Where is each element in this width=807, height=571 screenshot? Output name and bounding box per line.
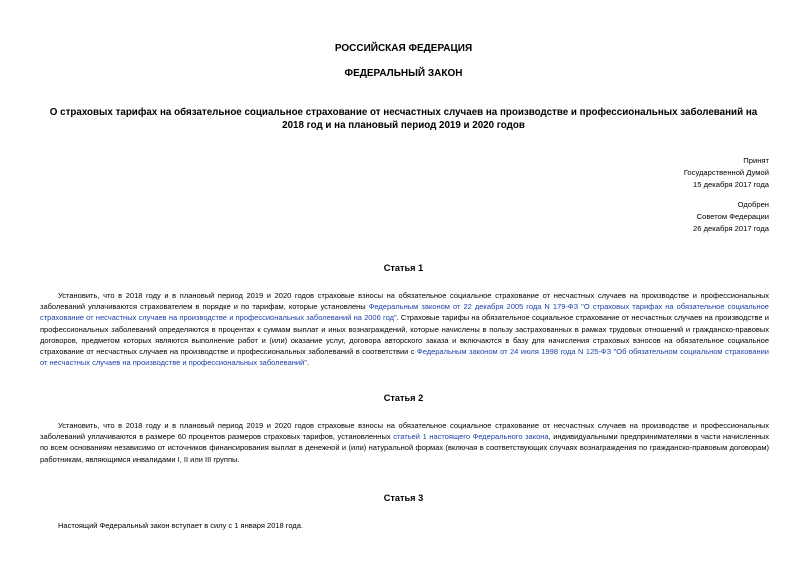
law-title: О страховых тарифах на обязательное социальное страхование от несчастных случаев на производстве и профессиональных заболеваний на 2018 год и на плановый период 2019 и 2020 годов — [49, 107, 758, 131]
article-3-text: Настоящий Федеральный закон вступает в силу с 1 января 2018 года. — [58, 521, 303, 530]
article-2-text-part1: Установить, что в 2018 году и в плановый период 2019 и 2020 годов страховые взносы на обязательное социальное страхование от несчастных случаев на производстве и профессиональных заболеваний уплачиваются в размере 60 процентов размеров страховых тарифов, установленных — [40, 421, 769, 442]
article-3-heading: Статья 3 — [383, 493, 424, 503]
law-125-fz-link[interactable]: Федеральным законом от 24 июля 1998 года N 125-ФЗ "Об обязательном социальном страховании от несчастных случаев на производстве и профессиональных заболеваний" — [40, 347, 769, 368]
approved-label: Одобрен — [737, 200, 769, 209]
accepted-date: 15 декабря 2017 года — [693, 180, 769, 189]
article-2-text — [40, 420, 769, 465]
approved-date: 26 декабря 2017 года — [693, 224, 769, 233]
country-heading: РОССИЙСКАЯ ФЕДЕРАЦИЯ — [334, 43, 473, 54]
article-2-text-part2: , индивидуальными предпринимателями в части начисленных по всем основаниям независимо от источников финансирования выплат в денежной и (или) натуральной формах (включая в соответствующих случаях вознаграждения по гражданско-правовым договорам) работникам, являющимся инвалидами I, II или III группы. — [40, 432, 770, 464]
law-179-fz-link[interactable]: Федеральным законом от 22 декабря 2005 года N 179-ФЗ "О страховых тарифах на обязательное социальное страхование от несчастных случаев на производстве и профессиональных заболеваний на 2006 год" — [40, 302, 769, 323]
approved-block — [693, 199, 769, 235]
accepted-label: Принят — [743, 156, 769, 165]
article-1-text-part3: . — [306, 358, 310, 368]
accepted-block — [684, 155, 769, 191]
article-2-heading: Статья 2 — [383, 393, 424, 403]
article-1-text — [40, 290, 769, 368]
doc-type-heading: ФЕДЕРАЛЬНЫЙ ЗАКОН — [344, 68, 463, 79]
article-1-text-part1: Установить, что в 2018 году и в плановый период 2019 и 2020 годов страховые взносы на обязательное социальное страхование от несчастных случаев на производстве и профессиональных заболеваний уплачиваются страхователем в порядке и по тарифам, которые установлены — [40, 291, 769, 312]
article-1-text-part2: . Страховые тарифы на обязательное социальное страхование от несчастных случаев на производстве и профессиональных заболеваний определяются в процентах к суммам выплат и иных вознаграждений, которые начислены в пользу застрахованных в рамках трудовых отношений и гражданско-правовых договоров, предметом которых являются выполнение работ и (или) оказание услуг, договора авторского заказа и включаются в базу для начисления страховых взносов на обязательное социальное страхование от несчастных случаев на производстве и профессиональных заболеваний в соответствии с — [40, 313, 769, 357]
approved-body: Советом Федерации — [696, 212, 769, 221]
article-1-heading: Статья 1 — [383, 263, 424, 273]
article-1-reference-link[interactable]: статьей 1 настоящего Федерального закона — [393, 432, 549, 442]
accepted-body: Государственной Думой — [683, 168, 769, 177]
